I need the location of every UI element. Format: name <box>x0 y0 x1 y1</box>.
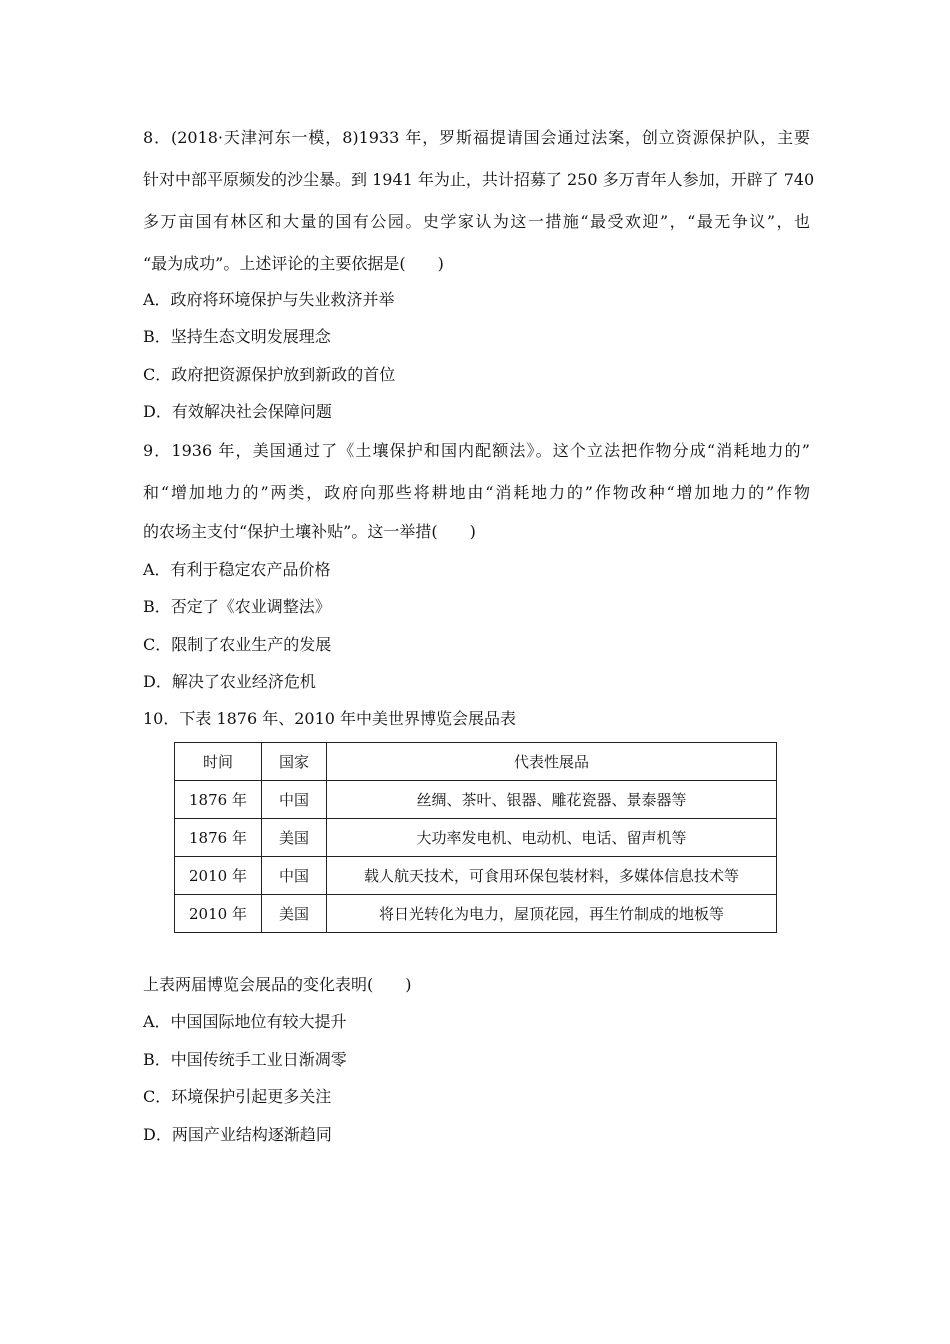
q9-stem-line-2: 和“增加地力的”两类，政府向那些将耕地由“消耗地力的”作物改种“增加地力的”作物 <box>143 483 810 502</box>
q9-stem-line-1: 9．1936 年，美国通过了《土壤保护和国内配额法》。这个立法把作物分成“消耗地力的” <box>143 441 810 460</box>
cell-exhibits: 大功率发电机、电动机、电话、留声机等 <box>327 819 777 857</box>
q8-stem-line-4: “最为成功”。上述评论的主要依据是( ) <box>143 254 444 273</box>
q10-option-c: C．环境保护引起更多关注 <box>143 1087 332 1106</box>
cell-exhibits: 载人航天技术，可食用环保包装材料，多媒体信息技术等 <box>327 857 777 895</box>
q10-stem: 上表两届博览会展品的变化表明( ) <box>143 975 412 994</box>
q8-stem-line-3: 多万亩国有林区和大量的国有公园。史学家认为这一措施“最受欢迎”，“最无争议”，也 <box>143 212 810 231</box>
expo-exhibits-table <box>174 742 777 933</box>
cell-country: 中国 <box>262 781 327 819</box>
q8-option-c: C．政府把资源保护放到新政的首位 <box>143 365 396 384</box>
cell-exhibits: 丝绸、茶叶、银器、雕花瓷器、景泰器等 <box>327 781 777 819</box>
header-exhibits: 代表性展品 <box>327 743 777 781</box>
cell-time: 1876 年 <box>175 819 262 857</box>
q8-stem-line-1: 8．(2018·天津河东一模，8)1933 年，罗斯福提请国会通过法案，创立资源保护队，主要 <box>143 128 810 147</box>
cell-country: 中国 <box>262 857 327 895</box>
table-header-row <box>175 743 777 781</box>
header-time: 时间 <box>175 743 262 781</box>
q9-option-c: C．限制了农业生产的发展 <box>143 635 332 654</box>
q10-intro: 10．下表 1876 年、2010 年中美世界博览会展品表 <box>143 709 517 728</box>
table-row <box>175 819 777 857</box>
q8-option-d: D．有效解决社会保障问题 <box>143 402 332 421</box>
q9-stem-line-3: 的农场主支付“保护土壤补贴”。这一举措( ) <box>143 522 476 541</box>
cell-country: 美国 <box>262 819 327 857</box>
q9-option-b: B．否定了《农业调整法》 <box>143 597 331 616</box>
q10-option-b: B．中国传统手工业日渐凋零 <box>143 1050 347 1069</box>
q8-option-a: A．政府将环境保护与失业救济并举 <box>143 290 395 309</box>
cell-time: 2010 年 <box>175 895 262 933</box>
cell-time: 2010 年 <box>175 857 262 895</box>
q9-option-a: A．有利于稳定农产品价格 <box>143 560 331 579</box>
table-row <box>175 857 777 895</box>
q8-stem-line-2: 针对中部平原频发的沙尘暴。到 1941 年为止，共计招募了 250 多万青年人参加，开辟了 740 <box>143 170 815 189</box>
header-country: 国家 <box>262 743 327 781</box>
table-row <box>175 781 777 819</box>
cell-country: 美国 <box>262 895 327 933</box>
q10-option-a: A．中国国际地位有较大提升 <box>143 1012 347 1031</box>
q8-option-b: B．坚持生态文明发展理念 <box>143 327 331 346</box>
cell-time: 1876 年 <box>175 781 262 819</box>
table-row <box>175 895 777 933</box>
q9-option-d: D．解决了农业经济危机 <box>143 672 316 691</box>
cell-exhibits: 将日光转化为电力，屋顶花园，再生竹制成的地板等 <box>327 895 777 933</box>
q10-option-d: D．两国产业结构逐渐趋同 <box>143 1125 332 1144</box>
